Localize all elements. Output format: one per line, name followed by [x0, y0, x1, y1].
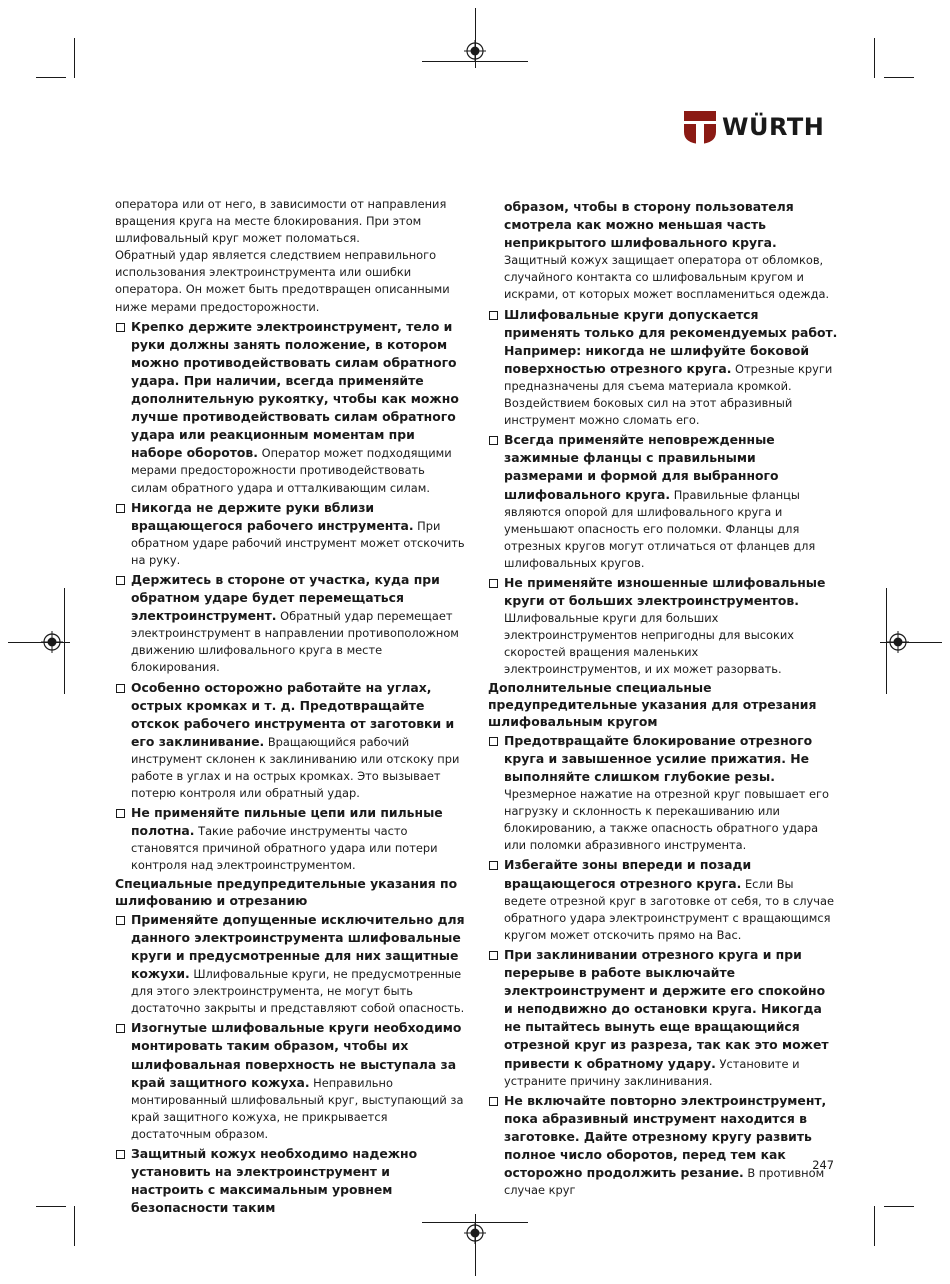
crop-mark	[74, 38, 75, 78]
checkbox-bullet-icon	[489, 737, 498, 746]
crop-mark	[884, 1206, 914, 1207]
crop-mark	[884, 77, 914, 78]
list-item: Не включайте повторно электроинструмент, пока абразивный инструмент находится в заготовке. Дайте отрезному кругу развить полное число оборотов, перед тем как осторожно продолжить резание. В противном случае круг	[488, 1092, 838, 1200]
section-heading: Специальные предупредительные указания по шлифованию и отрезанию	[115, 875, 458, 908]
section-heading: Дополнительные специальные предупредительные указания для отрезания шлифовальным кругом	[488, 679, 817, 729]
checkbox-bullet-icon	[489, 579, 498, 588]
crop-mark	[874, 38, 875, 78]
list-item: Избегайте зоны впереди и позади вращающегося отрезного круга. Если Вы ведете отрезной круг в заготовке от себя, то в случае обратного удара электроинструмент с вращающимся кругом может отскочить прямо на Вас.	[488, 856, 838, 943]
list-item: Защитный кожух необходимо надежно установить на электроинструмент и настроить с максимальным уровнем безопасности таким	[115, 1145, 465, 1217]
crop-mark	[64, 588, 65, 694]
list-item: Шлифовальные круги допускается применять только для рекомендуемых работ. Например: никогда не шлифуйте боковой поверхностью отрезного круга. Отрезные круги предназначены для съема материала кромкой. Воздействием боковых сил на этот абразивный инструмент можно сломать его.	[488, 306, 838, 430]
crop-mark	[36, 77, 66, 78]
checkbox-bullet-icon	[489, 951, 498, 960]
checkbox-bullet-icon	[116, 1150, 125, 1159]
list-item: Предотвращайте блокирование отрезного круга и завышенное усилие прижатия. Не выполняйте слишком глубокие резы. Чрезмерное нажатие на отрезной круг повышает его нагрузку и склонность к перекашиванию или блокированию, а также опасность обратного удара или поломки абразивного инструмента.	[488, 732, 838, 855]
list-item: Держитесь в стороне от участка, куда при обратном ударе будет перемещаться электроинструмент. Обратный удар перемещает электроинструмент в направлении противоположном движению шлифовального круга в месте блокирования.	[115, 571, 465, 677]
crop-mark	[36, 1206, 66, 1207]
checkbox-bullet-icon	[489, 1097, 498, 1106]
list-item: Крепко держите электроинструмент, тело и руки должны занять положение, в котором можно противодействовать силам обратного удара. При наличии, всегда применяйте дополнительную рукоятку, чтобы как можно лучше противодействовать силам обратного удара или реакционным моментам при наборе оборотов. Оператор может подходящими мерами предосторожности противодействовать силам обратного удара и отталкивающим силам.	[115, 318, 465, 497]
checkbox-bullet-icon	[116, 504, 125, 513]
list-item: Не применяйте пильные цепи или пильные полотна. Такие рабочие инструменты часто становятся причиной обратного удара или потери контроля над электроинструментом.	[115, 804, 465, 874]
list-item: При заклинивании отрезного круга и при перерыве в работе выключайте электроинструмент и держите его спокойно и неподвижно до остановки круга. Никогда не пытайтесь вынуть еще вращающийся отрезной круг из разреза, так как это может привести к обратному удару. Установите и устраните причину заклинивания.	[488, 946, 838, 1090]
checkbox-bullet-icon	[116, 684, 125, 693]
list-item: Всегда применяйте неповрежденные зажимные фланцы с правильными размерами и формой для выбранного шлифовального круга. Правильные фланцы являются опорой для шлифовального круга и уменьшают опасность его поломки. Фланцы для отрезных кругов могут отличаться от фланцев для шлифовальных кругов.	[488, 431, 838, 572]
registration-mark-icon	[464, 1222, 486, 1244]
intro-paragraph: Обратный удар является следствием неправильного использования электроинструмента или ошибки оператора. Он может быть предотвращен описанными ниже мерами предосторожности.	[115, 248, 450, 314]
checkbox-bullet-icon	[116, 1024, 125, 1033]
page-number: 247	[812, 1158, 834, 1172]
list-item: Применяйте допущенные исключительно для данного электроинструмента шлифовальные круги и предусмотренные для них защитные кожухи. Шлифовальные круги, не предусмотренные для этого электроинструмента, не могут быть достаточно закрыты и представляют собой опасность.	[115, 911, 465, 1018]
list-item: Особенно осторожно работайте на углах, острых кромках и т. д. Предотвращайте отскок рабочего инструмента от заготовки и его заклинивание. Вращающийся рабочий инструмент склонен к заклиниванию или отскоку при работе в углах и на острых кромках. Это вызывает потерю контроля или обратный удар.	[115, 679, 465, 803]
wurth-logo	[684, 111, 839, 145]
checkbox-bullet-icon	[489, 311, 498, 320]
list-item: Не применяйте изношенные шлифовальные круги от больших электроинструментов. Шлифовальные круги для больших электроинструментов непригодны для высоких скоростей вращения маленьких электроинструментов, и их может разорвать.	[488, 574, 838, 679]
registration-mark-icon	[887, 631, 909, 653]
registration-mark-icon	[464, 40, 486, 62]
list-item-continued: образом, чтобы в сторону пользователя смотрела как можно меньшая часть неприкрытого шлифовального круга. Защитный кожух защищает оператора от обломков, случайного контакта со шлифовальным кругом и искрами, от которых может воспламениться одежда.	[504, 199, 830, 302]
crop-mark	[74, 1206, 75, 1246]
list-item: Изогнутые шлифовальные круги необходимо монтировать таким образом, чтобы их шлифовальная поверхность не выступала за край защитного кожуха. Неправильно монтированный шлифовальный круг, выступающий за край защитного кожуха, не прикрывается достаточным образом.	[115, 1019, 465, 1143]
crop-mark	[874, 1206, 875, 1246]
list-item: Никогда не держите руки вблизи вращающегося рабочего инструмента. При обратном ударе рабочий инструмент может отскочить на руку.	[115, 499, 465, 569]
checkbox-bullet-icon	[116, 916, 125, 925]
right-column	[488, 196, 838, 1199]
wurth-logo-text: WÜRTH	[722, 113, 825, 141]
registration-mark-icon	[41, 631, 63, 653]
intro-paragraph: оператора или от него, в зависимости от направления вращения круга на месте блокирования. При этом шлифовальный круг может поломаться.	[115, 197, 447, 246]
left-column	[115, 196, 465, 1217]
checkbox-bullet-icon	[489, 861, 498, 870]
checkbox-bullet-icon	[116, 576, 125, 585]
checkbox-bullet-icon	[489, 436, 498, 445]
checkbox-bullet-icon	[116, 809, 125, 818]
checkbox-bullet-icon	[116, 323, 125, 332]
